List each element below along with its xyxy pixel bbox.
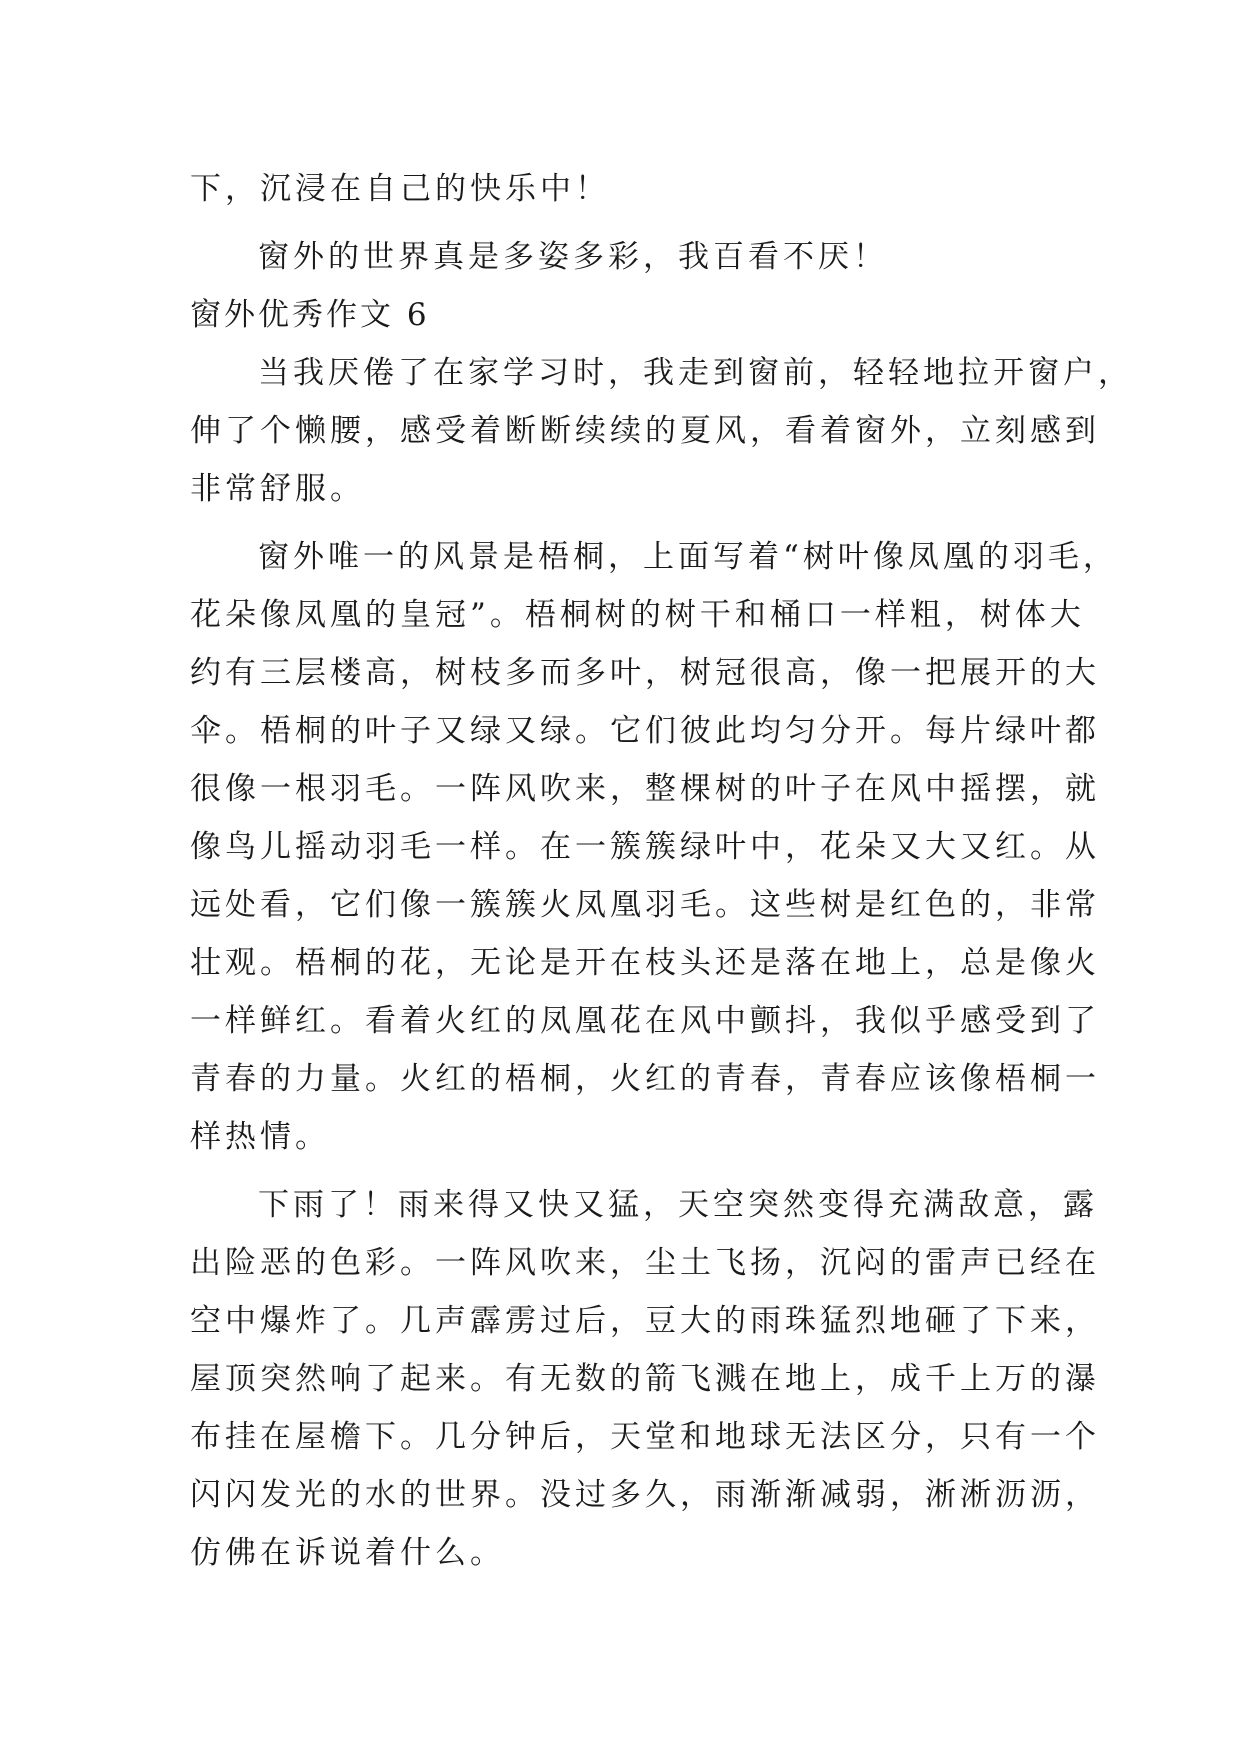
text-line: 窗外的世界真是多姿多彩，我百看不厌！ [258,239,888,275]
text-line: 一样鲜红。看着火红的凤凰花在风中颤抖，我似乎感受到了 [190,1003,1100,1039]
essay-body [190,160,1133,1582]
paragraph-1 [190,344,1133,518]
section-title: 窗外优秀作文 6 [190,297,430,333]
text-line: 下雨了！雨来得又快又猛，天空突然变得充满敌意，露 [258,1187,1098,1223]
continuation-paragraph [190,160,1060,218]
text-line: 样热情。 [190,1119,330,1155]
text-line: 伸了个懒腰，感受着断断续续的夏风，看着窗外，立刻感到 [190,413,1100,449]
text-line: 花朵像凤凰的皇冠”。梧桐树的树干和桶口一样粗，树体大 [190,597,1085,633]
text-line: 青春的力量。火红的梧桐，火红的青春，青春应该像梧桐一 [190,1061,1100,1097]
text-line: 非常舒服。 [190,471,365,507]
text-line: 壮观。梧桐的花，无论是开在枝头还是落在地上，总是像火 [190,945,1100,981]
text-line: 屋顶突然响了起来。有无数的箭飞溅在地上，成千上万的瀑 [190,1361,1100,1397]
text-line: 很像一根羽毛。一阵风吹来，整棵树的叶子在风中摇摆，就 [190,771,1100,807]
text-line: 出险恶的色彩。一阵风吹来，尘土飞扬，沉闷的雷声已经在 [190,1245,1100,1281]
essay-heading [190,286,1060,344]
text-line: 窗外唯一的风景是梧桐，上面写着“树叶像凤凰的羽毛， [258,539,1118,575]
text-line: 伞。梧桐的叶子又绿又绿。它们彼此均匀分开。每片绿叶都 [190,713,1100,749]
text-line: 当我厌倦了在家学习时，我走到窗前，轻轻地拉开窗户， [258,355,1133,391]
text-line: 像鸟儿摇动羽毛一样。在一簇簇绿叶中，花朵又大又红。从 [190,829,1100,865]
paragraph-3 [190,1176,1100,1582]
text-line: 闪闪发光的水的世界。没过多久，雨渐渐减弱，淅淅沥沥， [190,1477,1100,1513]
closing-paragraph [190,228,1060,286]
text-line: 布挂在屋檐下。几分钟后，天堂和地球无法区分，只有一个 [190,1419,1100,1455]
text-line: 仿佛在诉说着什么。 [190,1535,505,1571]
paragraph-2 [190,528,1118,1166]
text-line: 约有三层楼高，树枝多而多叶，树冠很高，像一把展开的大 [190,655,1100,691]
text-line: 下，沉浸在自己的快乐中！ [190,171,610,207]
text-line: 远处看，它们像一簇簇火凤凰羽毛。这些树是红色的，非常 [190,887,1100,923]
text-line: 空中爆炸了。几声霹雳过后，豆大的雨珠猛烈地砸了下来， [190,1303,1100,1339]
